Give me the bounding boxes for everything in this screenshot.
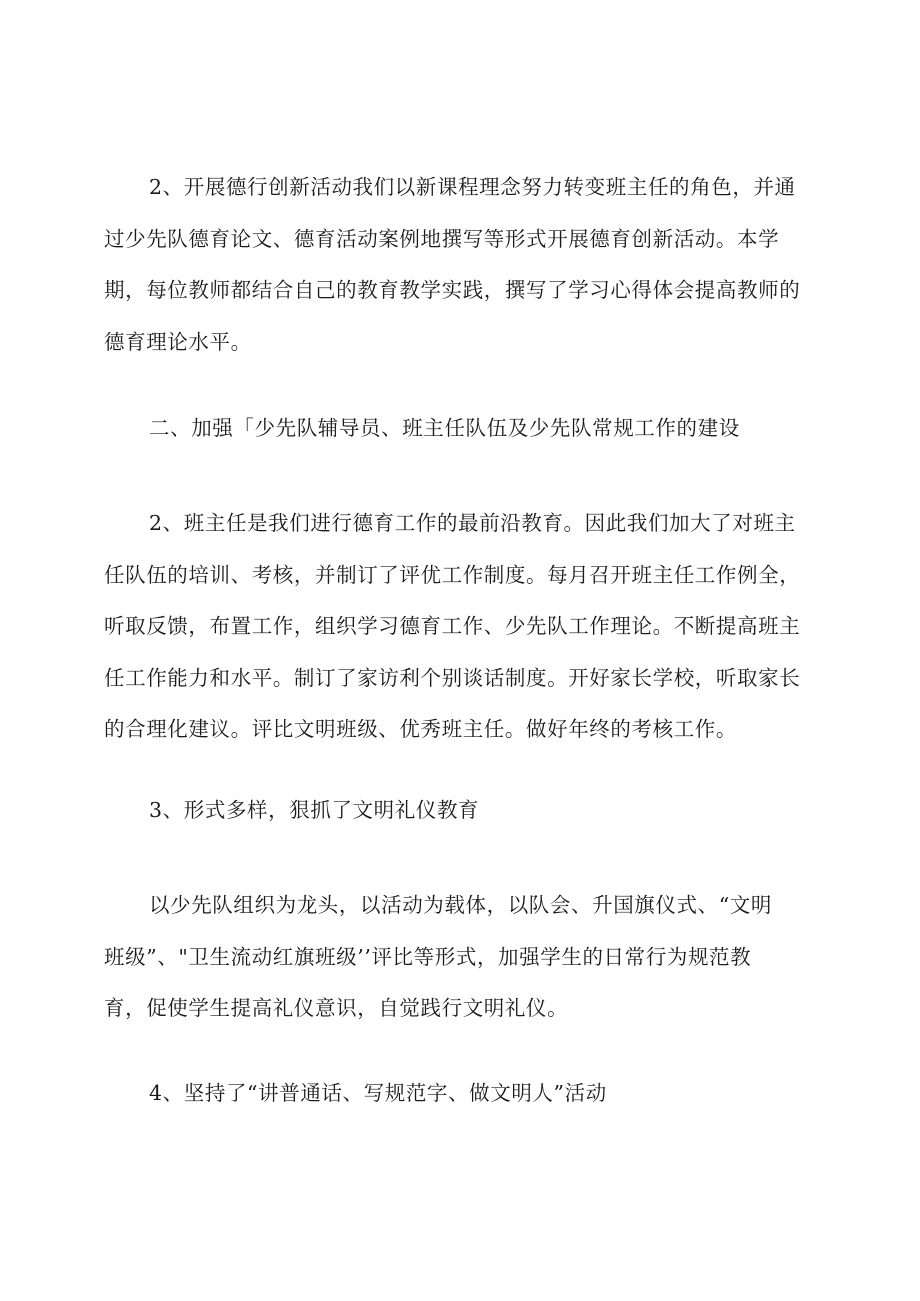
text-line: 2、班主任是我们进行德育工作的最前沿教育。因此我们加大了对班主 — [149, 511, 796, 535]
text-line: 德育理论水平。 — [104, 329, 252, 354]
text-line: 2、开展德行创新活动我们以新课程理念努力转变班主任的角色，并通 — [149, 175, 796, 199]
item-four-heading — [104, 1068, 822, 1120]
text-line: 以少先队组织为龙头，以活动为载体，以队会、升国旗仪式、“文明 — [149, 893, 772, 917]
text-line: 的合理化建议。评比文明班级、优秀班主任。做好年终的考核工作。 — [104, 717, 737, 741]
paragraph-etiquette — [104, 880, 822, 1035]
item-three-heading — [104, 785, 822, 837]
text-line: 3、形式多样，狠抓了文明礼仪教育 — [149, 798, 480, 822]
text-line: 任工作能力和水平。制订了家访利个别谈话制度。开好家长学校，听取家长 — [104, 665, 801, 690]
text-line: 二、加强「少先队辅导员、班主任队伍及少先队常规工作的建设 — [149, 416, 740, 440]
text-line: 班级”、"卫生流动红旗班级’’评比等形式，加强学生的日常行为规范教 — [104, 944, 752, 969]
text-line: 听取反馈，布置工作，组织学习德育工作、少先队工作理论。不断提高班主 — [104, 614, 801, 638]
section-heading-two — [104, 403, 822, 455]
paragraph-class-teacher — [104, 498, 822, 756]
text-line: 任队伍的培训、考核，并制订了评优工作制度。每月召开班主任工作例全， — [104, 562, 801, 587]
paragraph-moral-innovation — [104, 162, 822, 368]
text-line: 期，每位教师都结合自己的教育教学实践，撰写了学习心得体会提高教师的 — [104, 278, 801, 302]
text-line: 4、坚持了“讲普通话、写规范字、做文明人”活动 — [149, 1081, 607, 1105]
text-line: 育，促使学生提高礼仪意识，自觉践行文明礼仪。 — [104, 996, 569, 1020]
text-line: 过少先队德育论文、德育活动案例地撰写等形式开展德育创新活动。本学 — [104, 226, 780, 251]
